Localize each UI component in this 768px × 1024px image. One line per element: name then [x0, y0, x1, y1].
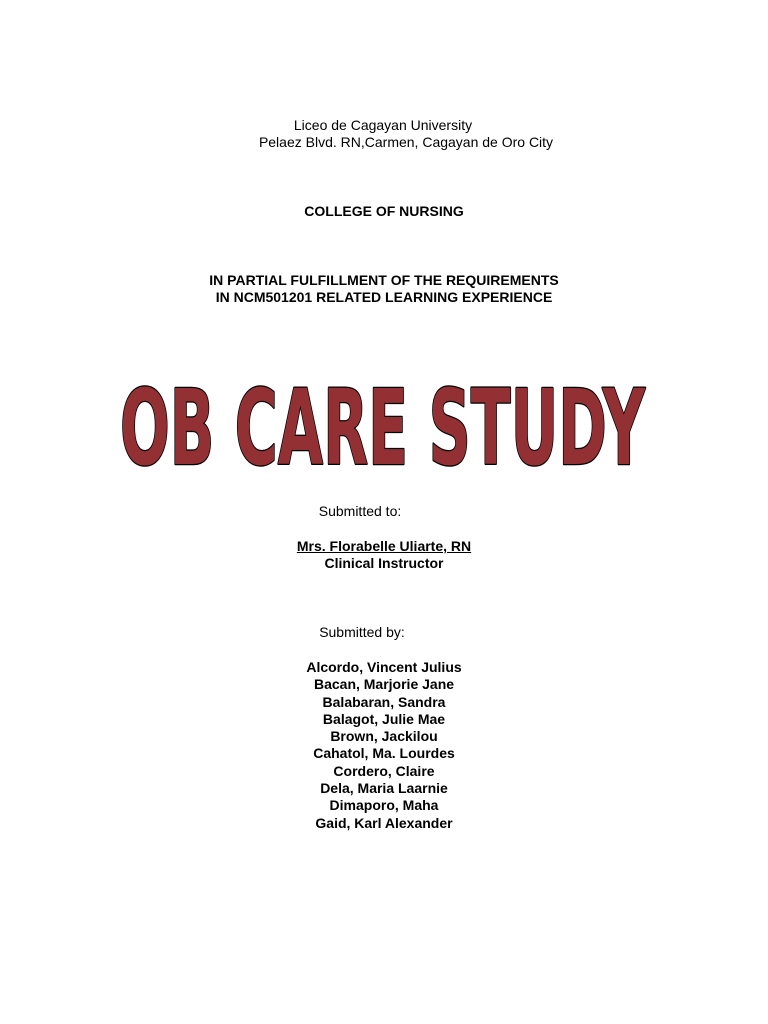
title-wordart: [110, 360, 655, 485]
student-names-list: [0, 659, 768, 832]
student-name: Cahatol, Ma. Lourdes: [313, 745, 455, 762]
student-name: Balabaran, Sandra: [322, 693, 446, 710]
student-name: Alcordo, Vincent Julius: [306, 659, 462, 675]
student-name: Dela, Maria Laarnie: [320, 780, 448, 797]
title-wordart-text: OB CARE STUDY: [120, 367, 646, 485]
student-name: Gaid, Karl Alexander: [315, 814, 453, 831]
instructor-role: Clinical Instructor: [324, 555, 444, 571]
submitted-by-label: Submitted by:: [319, 624, 405, 640]
student-name: Cordero, Claire: [333, 762, 435, 779]
student-name: Dimaporo, Maha: [329, 797, 439, 814]
student-name: Balagot, Julie Mae: [322, 710, 446, 727]
college-name: COLLEGE OF NURSING: [304, 203, 464, 219]
fulfillment-line-1: IN PARTIAL FULFILLMENT OF THE REQUIREMENTS: [209, 272, 559, 288]
instructor-name-line: [0, 538, 768, 555]
university-name: Liceo de Cagayan University: [293, 117, 473, 133]
student-name: Brown, Jackilou: [330, 728, 438, 745]
university-address: Pelaez Blvd. RN,Carmen, Cagayan de Oro City: [258, 134, 554, 150]
fulfillment-line-2: IN NCM501201 RELATED LEARNING EXPERIENCE: [215, 289, 553, 305]
student-name: Bacan, Marjorie Jane: [313, 676, 455, 693]
instructor-name: Mrs. Florabelle Uliarte, RN: [296, 538, 472, 554]
submitted-to-label: Submitted to:: [318, 503, 402, 519]
